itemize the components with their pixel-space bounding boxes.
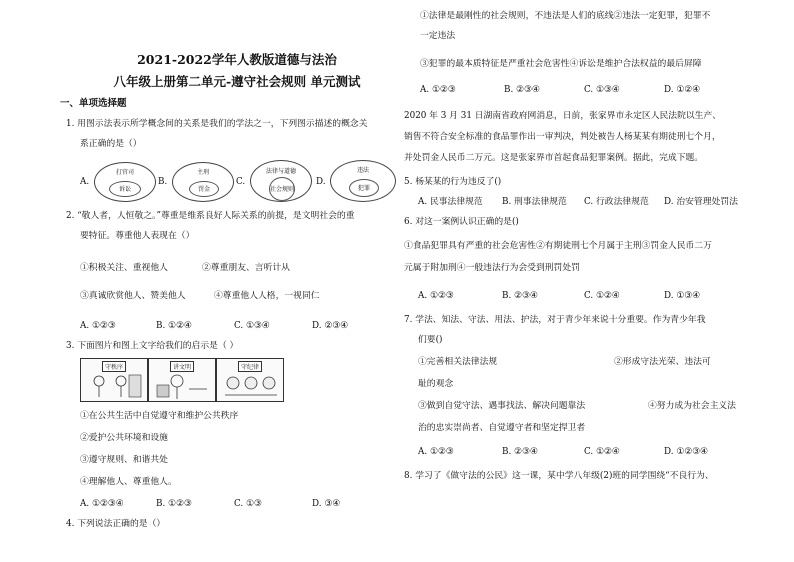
q1-label-a: A.	[80, 177, 90, 187]
q7-stem-line2: 们要()	[418, 335, 443, 345]
q3-cartoon-1-caption: 守秩序	[102, 361, 126, 372]
q5-option-b: B. 刑事法律规范	[502, 197, 567, 207]
exam-title-line1: 2021-2022学年人教版道德与法治	[137, 52, 337, 67]
q2-option-d: D. ②③④	[312, 321, 348, 331]
q1-stem-line2: 系正确的是（）	[80, 139, 142, 149]
section-heading: 一、单项选择题	[60, 98, 127, 109]
q1-label-c: C.	[236, 177, 246, 187]
q4-stem: 4. 下列说法正确的是（）	[66, 519, 166, 529]
q1-stem-line1: 1. 用图示法表示所学概念间的关系是我们的学法之一，下列图示描述的概念关	[66, 119, 368, 129]
q3-cartoon-2	[148, 358, 216, 402]
q3-cartoon-3	[216, 358, 284, 402]
q7-option-c: C. ①②④	[584, 447, 620, 457]
q2-stem-line2: 要特征。尊重他人表现在（）	[80, 231, 195, 241]
q1-a-inner-circle	[109, 181, 141, 197]
q7-item-2-cont: 耻的观念	[418, 379, 454, 389]
q8-stem: 8. 学习了《做守法的公民》这一课，某中学八年级(2)班的同学围绕“不良行为、	[404, 471, 714, 481]
q1-d-outer-label: 违法	[356, 167, 369, 174]
q3-cartoon-2-caption: 讲文明	[170, 361, 194, 372]
q4-option-b: B. ②③④	[504, 85, 540, 95]
q7-item-3: ③做到自觉守法、遇事找法、解决问题靠法	[418, 401, 586, 411]
q7-item-1: ①完善相关法律法规	[418, 357, 498, 367]
q1-diagram-c	[250, 160, 312, 202]
q1-c-inner-circle	[269, 177, 295, 201]
case-passage-line3: 并处罚金人民币二万元。这是张家界市首起食品犯罪案例。据此，完成下题。	[404, 153, 704, 163]
q1-a-outer-label: 打官司	[115, 169, 134, 176]
q1-b-inner-label: 罚金	[197, 185, 210, 193]
q1-diagram-b	[172, 162, 234, 202]
q6-statement-line2: 元属于附加刑④一般违法行为会受到刑罚处罚	[404, 263, 580, 273]
q3-option-c: C. ①③	[234, 499, 262, 509]
q3-item-4: ④理解他人、尊重他人。	[80, 477, 177, 487]
q3-cartoon-3-caption: 守纪律	[238, 361, 262, 372]
q6-statement-line1: ①食品犯罪具有严重的社会危害性②有期徒刑七个月属于主刑③罚金人民币二万	[404, 241, 712, 251]
q7-option-a: A. ①②③	[418, 447, 454, 457]
q1-b-outer-label: 主刑	[196, 169, 209, 176]
q5-option-a: A. 民事法律规范	[418, 197, 483, 207]
q5-option-c: C. 行政法律规范	[584, 197, 649, 207]
case-passage-line1: 2020 年 3 月 31 日湖南省政府网消息，日前，张家界市永定区人民法院以生产、	[404, 111, 722, 121]
q3-item-1: ①在公共生活中自觉遵守和维护公共秩序	[80, 411, 239, 421]
q4-option-d: D. ①②④	[664, 85, 700, 95]
q7-item-4-cont: 治的忠实崇尚者、自觉遵守者和坚定捍卫者	[418, 423, 586, 433]
q1-diagram-d	[330, 160, 396, 202]
q2-option-b: B. ①②④	[156, 321, 192, 331]
q2-item-2: ②尊重朋友、言听计从	[202, 263, 290, 273]
q3-option-b: B. ①②③	[156, 499, 192, 509]
q1-diagram-a	[94, 162, 156, 202]
q1-d-inner-label: 犯罪	[357, 184, 370, 192]
q4-option-c: C. ①③④	[584, 85, 620, 95]
q5-option-d: D. 治安管理处罚法	[664, 197, 738, 207]
q4-statement-line2: 一定违法	[420, 31, 456, 41]
q6-option-d: D. ①③④	[664, 291, 700, 301]
q5-stem: 5. 杨某某的行为违反了()	[404, 177, 502, 187]
q3-cartoon-1	[80, 358, 148, 402]
q3-item-3: ③遵守规则、和谐共处	[80, 455, 168, 465]
exam-title-line2: 八年级上册第二单元-遵守社会规则 单元测试	[113, 74, 361, 89]
q4-statement-line3: ③犯罪的最本质特征是严重社会危害性④诉讼是维护合法权益的最后屏障	[420, 59, 702, 69]
q4-statement-line1: ①法律是最刚性的社会规则，不违法是人们的底线②违法一定犯罪，犯罪不	[420, 11, 711, 21]
q3-stem: 3. 下面图片和图上文字给我们的启示是（ ）	[66, 341, 239, 351]
q2-item-1: ①积极关注、重视他人	[80, 263, 168, 273]
q6-option-a: A. ①②③	[418, 291, 454, 301]
q7-option-d: D. ①②③④	[664, 447, 708, 457]
q2-item-3: ③真诚欣赏他人、赞美他人	[80, 291, 186, 301]
q7-item-4: ④努力成为社会主义法	[648, 401, 736, 411]
case-passage-line2: 销售不符合安全标准的食品罪作出一审判决，判处被告人杨某某有期徒刑七个月，	[404, 132, 721, 142]
q2-item-4: ④尊重他人人格，一视同仁	[214, 291, 320, 301]
q4-option-a: A. ①②③	[420, 85, 456, 95]
q7-item-2: ②形成守法光荣、违法可	[614, 357, 711, 367]
q1-d-inner-circle	[349, 179, 379, 197]
q1-c-inner-label: 社会规则	[270, 185, 295, 193]
q3-option-a: A. ①②③④	[80, 499, 124, 509]
q1-a-inner-label: 诉讼	[118, 185, 131, 193]
q1-label-d: D.	[316, 177, 326, 187]
q1-c-outer-label: 法律与道德	[265, 168, 296, 175]
q7-option-b: B. ②③④	[502, 447, 538, 457]
q6-stem: 6. 对这一案例认识正确的是()	[404, 217, 519, 227]
q3-option-d: D. ③④	[312, 499, 341, 509]
q7-stem-line1: 7. 学法、知法、守法、用法、护法，对于青少年来说十分重要。作为青少年我	[404, 315, 706, 325]
q6-option-c: C. ①②④	[584, 291, 620, 301]
q2-option-c: C. ①③④	[234, 321, 270, 331]
q3-item-2: ②爱护公共环境和设施	[80, 433, 168, 443]
q1-b-inner-circle	[189, 181, 219, 197]
q2-stem-line1: 2. “敬人者，人恒敬之。”尊重是维系良好人际关系的前提，是文明社会的重	[66, 211, 355, 221]
q1-label-b: B.	[158, 177, 168, 187]
q6-option-b: B. ②③④	[502, 291, 538, 301]
q2-option-a: A. ①②③	[80, 321, 116, 331]
